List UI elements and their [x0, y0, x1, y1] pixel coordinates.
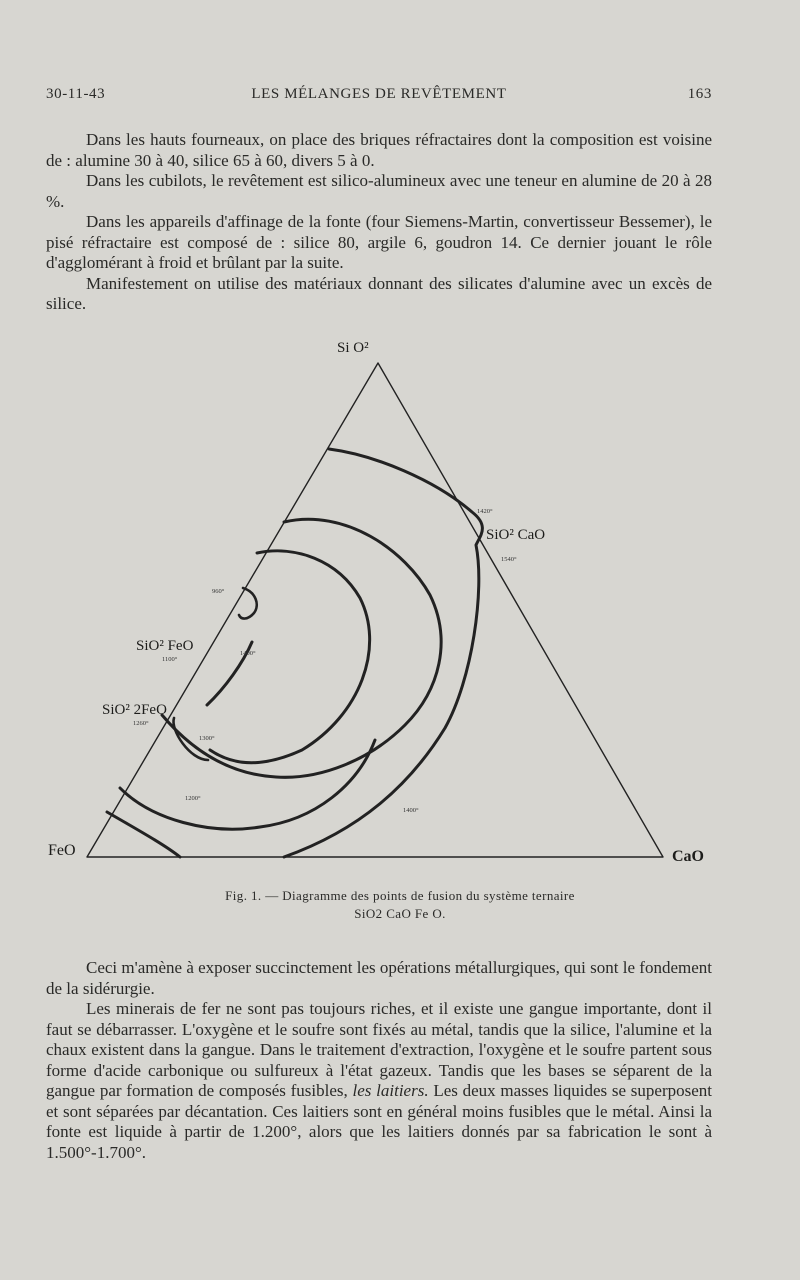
body-text — [46, 958, 712, 1163]
page-number: 163 — [687, 86, 712, 102]
temp-label: 1100° — [162, 656, 178, 663]
isotherm-1200 — [120, 740, 375, 829]
figure-caption — [100, 887, 700, 923]
vertex-label-sio2: Si O² — [337, 340, 369, 356]
paragraph-text: Les minerais de fer ne sont pas toujours riches, et il existe une gangue importante, dont il faut se débarrasser. L'oxygène et le soufre sont fixés au métal, tandis que la silice, l'alumine et la chaux existent dans la gangue. Dans le traitement d'extraction, l'oxygène et le soufre partent sous forme d'acide carbonique ou sulfureux à l'état gazeux. Tandis que les bases se séparent de la gangue par formation de composés fusibles, — [46, 999, 712, 1100]
caption-line: SiO2 CaO Fe O. — [354, 906, 446, 921]
paragraph: Dans les cubilots, le revêtement est silico-alumineux avec une teneur en alumine de 20 à 28 %. — [46, 171, 712, 211]
isotherm-1420 — [284, 449, 482, 857]
paragraph — [46, 999, 712, 1163]
compound-label-sio2-2feo: SiO² 2FeO — [102, 702, 167, 718]
temp-label: 1400° — [403, 807, 419, 814]
paragraph: Dans les appareils d'affinage de la fonte (four Siemens-Martin, convertisseur Bessemer), le pisé réfractaire est composé de : silice 80, argile 6, goudron 14. Ce dernier jouant le rôle d'agglomérant à froid et brûlant par la suite. — [46, 212, 712, 272]
paragraph: Ceci m'amène à exposer succinctement les opérations métallurgiques, qui sont le fondement de la sidérurgie. — [46, 958, 712, 998]
ternary-diagram — [40, 330, 740, 890]
header-date: 30-11-43 — [46, 86, 106, 102]
compound-label-sio2-feo: SiO² FeO — [136, 638, 194, 654]
temp-label: 1260° — [133, 720, 149, 727]
header-title: LES MÉLANGES DE REVÊTEMENT — [251, 86, 507, 102]
temp-label: 960° — [212, 588, 225, 595]
compound-label-sio2-cao: SiO² CaO — [486, 527, 546, 543]
vertex-label-feo: FeO — [48, 842, 76, 859]
ternary-diagram-drawing — [40, 330, 740, 890]
intro-text — [46, 130, 712, 315]
temp-label: 1420° — [477, 508, 493, 515]
triangle-outline — [87, 363, 663, 857]
paragraph-text: Les deux masses liquides se superposent et sont séparées par décantation. Ces laitiers sont en général moins fusibles que le métal. Ainsi la fonte est liquide à partir de 1.200°, alors que les laitiers donnés par sa fabrication le sont à 1.500°-1.700°. — [46, 1081, 713, 1162]
vertex-label-cao: CaO — [672, 848, 704, 865]
isotherm-960 — [239, 588, 257, 619]
isotherm-1400 — [210, 551, 370, 763]
temp-label: 1300° — [199, 735, 215, 742]
paragraph: Dans les hauts fourneaux, on place des briques réfractaires dont la composition est voisine de : alumine 30 à 40, silice 65 à 60, divers 5 à 0. — [46, 130, 712, 170]
temp-label: 1540° — [501, 556, 517, 563]
temp-label: 1400° — [240, 650, 256, 657]
temp-label: 1200° — [185, 795, 201, 802]
italic-term: les laitiers. — [352, 1081, 429, 1100]
caption-line: Fig. 1. — Diagramme des points de fusion du système ternaire — [225, 888, 575, 903]
paragraph: Manifestement on utilise des matériaux donnant des silicates d'alumine avec un excès de silice. — [46, 273, 712, 313]
